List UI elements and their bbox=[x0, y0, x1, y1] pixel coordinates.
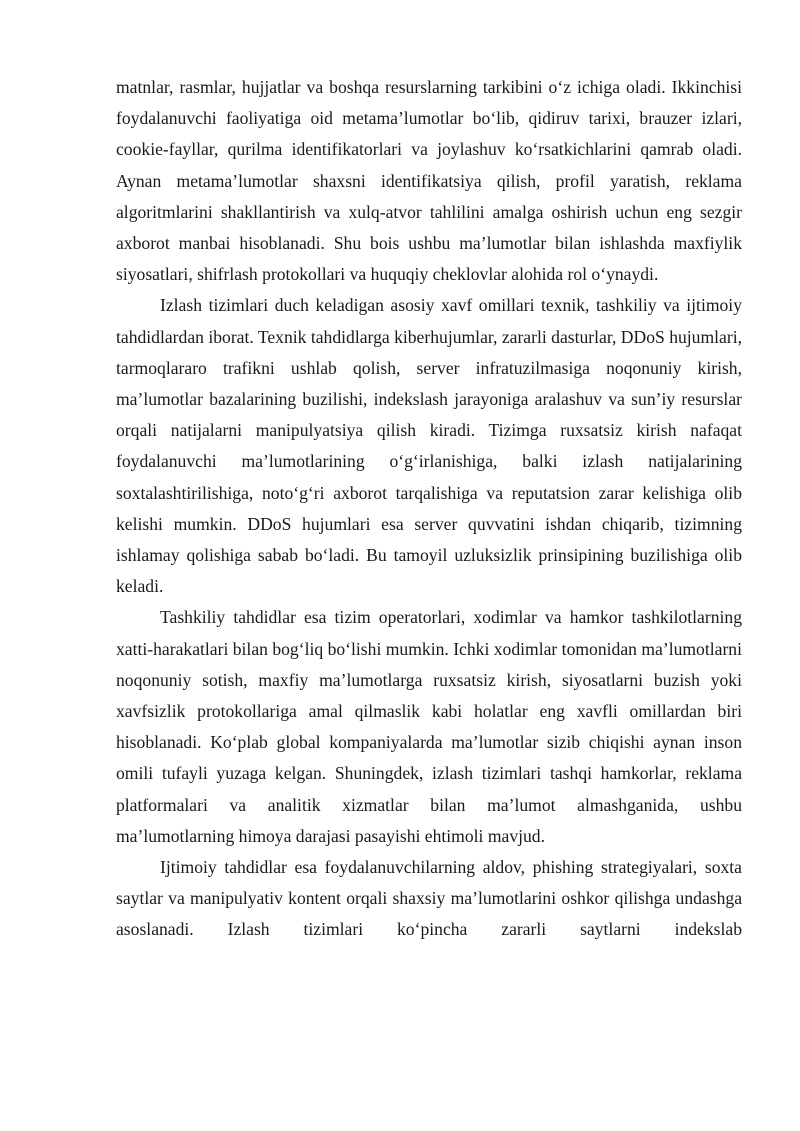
paragraph-continuation: matnlar, rasmlar, hujjatlar va boshqa resurslarning tarkibini o‘z ichiga oladi. Ikkinchisi foydalanuvchi faoliyatiga oid metama’lumotlar bo‘lib, qidiruv tarixi, brauzer izlari, cookie-fayllar, qurilma identifikatorlari va joylashuv ko‘rsatkichlarini qamrab oladi. Aynan metama’lumotlar shaxsni identifikatsiya qilish, profil yaratish, reklama algoritmlarini shakllantirish va xulq-atvor tahlilini amalga oshirish uchun eng sezgir axborot manbai hisoblanadi. Shu bois ushbu ma’lumotlar bilan ishlashda maxfiylik siyosatlari, shifrlash protokollari va huquqiy cheklovlar alohida rol o‘ynaydi. bbox=[116, 77, 742, 285]
document-page bbox=[116, 72, 742, 946]
paragraph-social-threats: Ijtimoiy tahdidlar esa foydalanuvchilarning aldov, phishing strategiyalari, soxta saytlar va manipulyativ kontent orqali shaxsiy ma’lumotlarini oshkor qilishga undashga asoslanadi. Izlash tizimlari ko‘pincha zararli saytlarni indekslab bbox=[116, 857, 742, 940]
paragraph-organizational-threats: Tashkiliy tahdidlar esa tizim operatorlari, xodimlar va hamkor tashkilotlarning xatti-harakatlari bilan bog‘liq bo‘lishi mumkin. Ichki xodimlar tomonidan ma’lumotlarni noqonuniy sotish, maxfiy ma’lumotlarga ruxsatsiz kirish, siyosatlarni buzish yoki xavfsizlik protokollariga amal qilmaslik kabi holatlar eng xavfli omillardan biri hisoblanadi. Ko‘plab global kompaniyalarda ma’lumotlar sizib chiqishi aynan inson omili tufayli yuzaga kelgan. Shuningdek, izlash tizimlari tashqi hamkorlar, reklama platformalari va analitik xizmatlar bilan ma’lumot almashganida, ushbu ma’lumotlarning himoya darajasi pasayishi ehtimoli mavjud. bbox=[116, 607, 742, 846]
paragraph-threat-factors: Izlash tizimlari duch keladigan asosiy xavf omillari texnik, tashkiliy va ijtimoiy tahdidlardan iborat. Texnik tahdidlarga kiberhujumlar, zararli dasturlar, DDoS hujumlari, tarmoqlararo trafikni ushlab qolish, server infratuzilmasiga noqonuniy kirish, ma’lumotlar bazalarining buzilishi, indekslash jarayoniga aralashuv va sun’iy resurslar orqali natijalarni manipulyatsiya qilish kiradi. Tizimga ruxsatsiz kirish nafaqat foydalanuvchi ma’lumotlarining o‘g‘irlanishiga, balki izlash natijalarining soxtalashtirilishiga, noto‘g‘ri axborot tarqalishiga va reputatsion zarar kelishiga olib kelishi mumkin. DDoS hujumlari esa server quvvatini ishdan chiqarib, tizimning ishlamay qolishiga sabab bo‘ladi. Bu tamoyil uzluksizlik prinsipining buzilishiga olib keladi. bbox=[116, 295, 742, 597]
